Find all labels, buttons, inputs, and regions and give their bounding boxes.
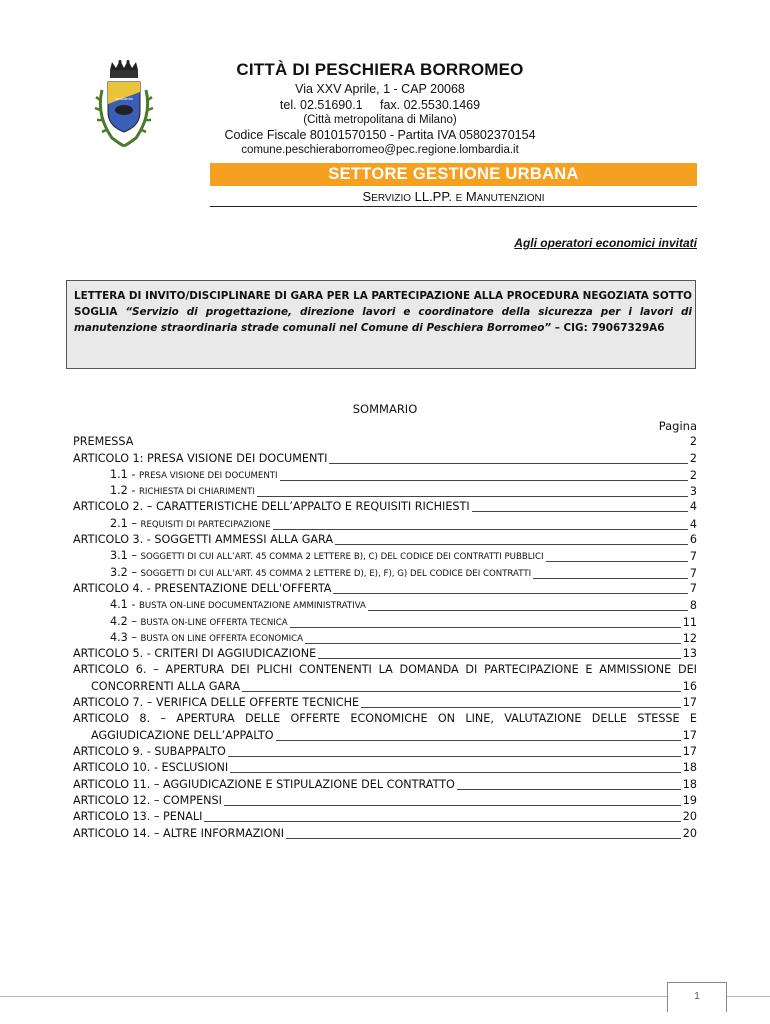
letter-cig: – CIG: 79067329A6 (551, 322, 665, 334)
service-divider (210, 206, 697, 207)
svg-text:lombardia: lombardia (115, 96, 133, 101)
toc-entry[interactable]: ARTICOLO 3. - SOGGETTI AMMESSI ALLA GARA 6 (73, 533, 697, 546)
city-fiscal-codes: Codice Fiscale 80101570150 - Partita IVA 05802370154 (224, 128, 536, 142)
toc-entry[interactable]: CONCORRENTI ALLA GARA 16 (91, 680, 697, 693)
city-metro: (Città metropolitana di Milano) (303, 114, 457, 126)
service-name: SERVIZIO LL.PP. E MANUTENZIONI (362, 189, 545, 204)
toc-entry[interactable]: ARTICOLO 12. – COMPENSI 19 (73, 794, 697, 807)
toc-entry[interactable]: ARTICOLO 11. – AGGIUDICAZIONE E STIPULAZIONE DEL CONTRATTO 18 (73, 778, 697, 791)
toc-entry[interactable]: ARTICOLO 13. – PENALI 20 (73, 810, 697, 823)
city-phones: tel. 02.51690.1 fax. 02.5530.1469 (279, 98, 481, 112)
toc-entry[interactable]: ARTICOLO 5. - CRITERI DI AGGIUDICAZIONE 13 (73, 647, 697, 660)
toc-entry[interactable]: ARTICOLO 4. - PRESENTAZIONE DELL'OFFERTA 7 (73, 582, 697, 595)
toc-page-header: Pagina (658, 419, 697, 433)
toc-subentry[interactable]: 2.1 – REQUISITI DI PARTECIPAZIONE 4 (110, 517, 697, 531)
toc-subentry[interactable]: 1.2 - RICHIESTA DI CHIARIMENTI 3 (110, 484, 697, 498)
toc-entry-wrap[interactable]: ARTICOLO 8. – APERTURA DELLE OFFERTE ECONOMICHE ON LINE, VALUTAZIONE DELLE STESSE E (73, 712, 697, 725)
toc-entry[interactable]: AGGIUDICAZIONE DELL’APPALTO 17 (91, 729, 697, 742)
sector-banner: SETTORE GESTIONE URBANA (210, 163, 697, 186)
letter-title: LETTERA DI INVITO/DISCIPLINARE DI GARA PER LA PARTECIPAZIONE ALLA PROCEDURA NEGOZIATA SOTTO SOGLIA (74, 290, 692, 318)
toc-entry[interactable]: ARTICOLO 14. – ALTRE INFORMAZIONI 20 (73, 827, 697, 840)
city-crest-logo (94, 60, 154, 152)
city-name: CITTÀ DI PESCHIERA BORROMEO (236, 60, 524, 79)
toc-entry[interactable]: PREMESSA 2 (73, 435, 697, 448)
toc-subentry[interactable]: 4.2 – BUSTA ON-LINE OFFERTA TECNICA 11 (110, 615, 697, 629)
toc-entry[interactable]: ARTICOLO 1: PRESA VISIONE DEI DOCUMENTI 2 (73, 452, 697, 465)
footer-divider (0, 996, 770, 997)
toc-entry[interactable]: ARTICOLO 2. – CARATTERISTICHE DELL’APPALTO E REQUISITI RICHIESTI 4 (73, 500, 697, 513)
city-address: Via XXV Aprile, 1 - CAP 20068 (295, 82, 465, 96)
letter-title-box (66, 280, 696, 369)
toc-subentry[interactable]: 3.2 – SOGGETTI DI CUI ALL’ART. 45 COMMA 2 LETTERE D), E), F), G) DEL CODICE DEI CONTRATTI 7 (110, 566, 697, 580)
city-email: comune.peschieraborromeo@pec.regione.lombardia.it (241, 144, 519, 156)
toc-entry[interactable]: ARTICOLO 10. - ESCLUSIONI 18 (73, 761, 697, 774)
toc-entry-wrap[interactable]: ARTICOLO 6. – APERTURA DEI PLICHI CONTENENTI LA DOMANDA DI PARTECIPAZIONE E AMMISSIONE DEI (73, 663, 697, 676)
toc-title: SOMMARIO (352, 402, 418, 416)
toc-entry[interactable]: ARTICOLO 9. - SUBAPPALTO 17 (73, 745, 697, 758)
crown-icon (110, 60, 138, 78)
toc-subentry[interactable]: 1.1 - PRESA VISIONE DEI DOCUMENTI 2 (110, 468, 697, 482)
toc-entry[interactable]: ARTICOLO 7. – VERIFICA DELLE OFFERTE TECNICHE 17 (73, 696, 697, 709)
recipients-line: Agli operatori economici invitati (514, 236, 697, 250)
page-number: 1 (667, 982, 727, 1012)
toc-subentry[interactable]: 3.1 – SOGGETTI DI CUI ALL’ART. 45 COMMA 2 LETTERE B), C) DEL CODICE DEI CONTRATTI PUBBLICI 7 (110, 549, 697, 563)
toc-subentry[interactable]: 4.1 - BUSTA ON-LINE DOCUMENTAZIONE AMMINISTRATIVA 8 (110, 598, 697, 612)
toc-subentry[interactable]: 4.3 – BUSTA ON LINE OFFERTA ECONOMICA 12 (110, 631, 697, 645)
letter-subject: “Servizio di progettazione, direzione lavori e coordinatore della sicurezza per i lavori di manutenzione straordinaria strade comunali nel Comune di Peschiera Borromeo” (74, 306, 692, 334)
